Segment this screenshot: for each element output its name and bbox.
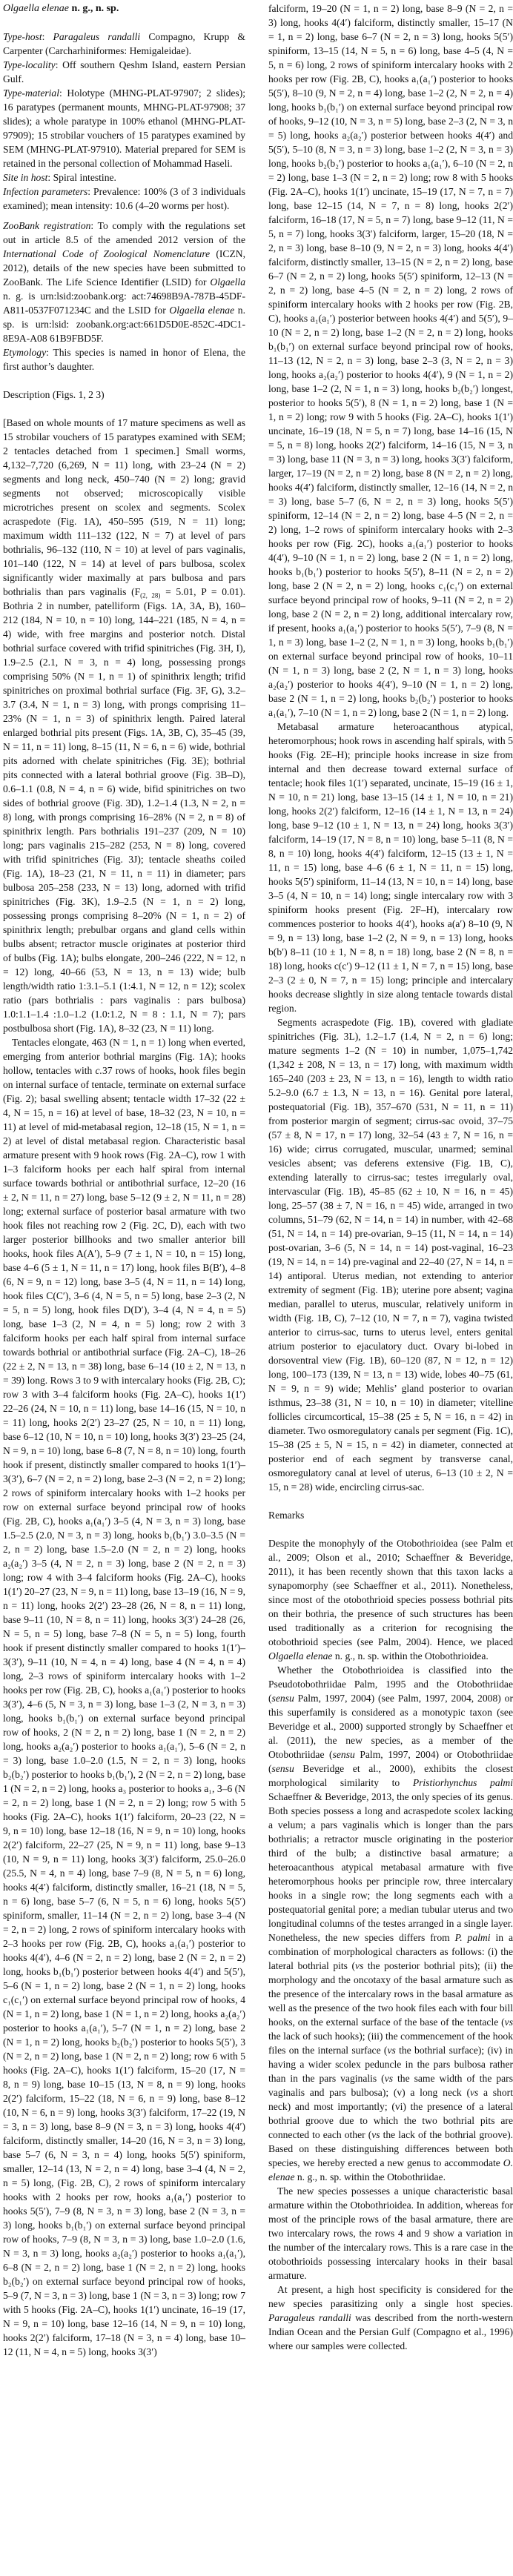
text-run: Remarks xyxy=(268,1510,305,1521)
text-run: a short neck) and most importantly; (vi) the presence of a lateral bothrial groove due to which the two bothrial pits are connected to each other ( xyxy=(268,2087,513,2140)
text-run: 37 rows of hooks, hook files begin on internal surface of tentacle, terminate on external surface (Fig. 2); basal swelling absent; tentacle width 17–32 (22 ± 4, N = 15, n = 16) at level of base, 18–32 (23, N = 10, n = 11) at level of mid-metabasal region, 12–18 (15, N = 1, n = 2) at level of distal metabasal region. Characteristic basal armature present with 9 hook rows (Fig. 2A–C), row 1 with 1–3 falciform hooks per each half spiral from internal surface towards bothrial or antibothrial surface, 12–20 (16 ± 2, N = 11, n = 27) long, base 5–12 (9 ± 2, N = 11, n = 28) long; external surface of posterior basal armature with two hook files not reaching row 2 (Fig. 2C, D), each with two larger posterior billhooks and two smaller anterior bill hooks, hook files A(A′), 5–9 (7 ± 1, N = 10, n = 15) long, base 4–6 (5 ± 1, N = 11, n = 17) long, hook files B(B′), 4–8 (6, N = 9, n = 12) long, base 3–5 (4, N = 11, n = 14) long, hook files C(C′), 3–6 (4, N = 5, n = 5) long, base 2–3 (2, N = 5, n = 5) long, hook files D(D′), 3–4 (4, N = 4, n = 5) long, base 1–3 (2, N = 4, n = 5) long; row 2 with 3 falciform hooks per each half spiral from internal surface towards bothrial or antibothrial surface (Fig. 2A–C), 18–26 (22 ± 2, N = 13, n = 38) long, base 6–14 (10 ± 2, N = 13, n = 39) long. Rows 3 to 9 with intercalary hooks (Fig. 2B, C); row 3 with 3–4 falciform hooks (Fig. 2A–C), hooks 1(1′) 22–26 (24, N = 10, n = 11) long, base 14–16 (15, N = 10, n = 11) long, hooks 2(2′) 23–27 (25, N = 10, n = 11) long, base 6–12 (10, N = 10, n = 10) long, hooks 3(3′) 23–25 (24, N = 9, n = 10) long, base 6–8 (7, N = 8, n = 10) long, fourth hook if present, distinctly smaller compared to hooks 1(1′)–3(3′), 6–7 (N = 2, n = 2) long, base 2–3 (N = 2, n = 2) long; 2 rows of spiniform intercalary hooks with 1–2 hooks per row on external surface beyond principal row of hooks (Fig. 2B, C), hooks a₁(a₁′) 3–5 (4, N = 3, n = 3) long, base 1.5–2.5 (2.0, N = 3, n = 3) long, hooks b₁(b₁′) 3.0–3.5 (N = 2, n = 2) long, base 1.5–2.0 (N = 2, n = 2) long, hooks a₂(a₂′) 3–5 (4, N = 2, n = 3) long, base 2 (N = 2, n = 3) long; row 4 with 3–4 falciform hooks (Fig. 2A–C), hooks 1(1′) 20–27 (23, N = 9, n = 11) long, base 13–19 (16, N = 9, n = 11) long, hooks 2(2′) 23–28 (26, N = 8, n = 11) long, base 9–11 (10, N = 8, n = 11) long, hooks 3(3′) 24–28 (26, N = 5, n = 5) long, base 7–8 (N = 5, n = 5) long, fourth hook if present distinctly smaller compared to hooks 1(1′)–3(3′), 9–11 (10, N = 4, n = 4) long, base 4 (N = 4, n = 4) long, 2–3 rows of spiniform intercalary hooks with 1–2 hooks per row (Fig. 2B, C), hooks a₁(a₁′) posterior to hooks 3(3′), 4–6 (5, N = 3, n = 3) long, base 1–3 (2, N = 3, n = 3) long, hooks b₁(b₁′) on external surface beyond principal row of hooks, 2 (N = 2, n = 2) long, base 1 (N = 2, n = 2) long, hooks a₂(a₂′) posterior to hooks a₁(a₁′), 5–6 (N = 2, n = 3) long, base 1.0–2.0 (1.5, N = 2, n = 3) long, hooks b₂(b₂′) posterior to hooks b₁(b₁′), 2 (N = 2, n = 2) long, base 1 (N = 2, n = 2) long, hooks a₃ posterior to hooks a₁, 3–6 (N = 2, n = 2) long, base 1 (N = 2, n = 2) long; row 5 with 5 hooks (Fig. 2A–C), hooks 1(1′) falciform, 20–23 (22, N = 9, n = 10) long, base 12–18 (16, N = 9, n = 10) long, hooks 2(2′) falciform, 22–27 (25, N = 9, n = 11) long, base 9–13 (10, N = 9, n = 11) long, hooks 3(3′) falciform, 25.0–26.0 (25.5, N = 4, n = 4) long, base 7–9 (8, N = 5, n = 6) long, hooks 4(4′) falciform, distinctly smaller, 16–21 (18, N = 5, n = 6) long, base 5–7 (6, N = 5, n = 6) long, hooks 5(5′) spiniform, smaller, 11–14 (N = 2, n = 2) long, base 3–4 (N = 2, n = 2) long, 2 rows of spiniform intercalary hooks with 2–3 hooks per row (Fig. 2B, C), hooks a₁(a₁′) posterior to hooks 4(4′), 4–6 (N = 2, n = 2) long, base 2 (N = 2, n = 2) long, hooks b₁(b₁′) posterior between hooks 4(4′) and 5(5′), 5–6 (N = 1, n = 2) long, base 2 (N = 1, n = 2) long, hooks c₁(c₁′) on external surface beyond principal row of hooks, 4 (N = 1, n = 2) long, base 1 (N = 1, n = 2) long, hooks a₂(a₂′) posterior to hooks a₁(a₁′), 5–7 (N = 1, n = 2) long, base 2 (N = 1, n = 2) long, hooks b₂(b₂′) posterior to hooks 5(5′), 3 (N = 2, n = 2) long, base 1 (N = 2, n = 2) long; row 6 with 5 hooks (Fig. 2A–C), hooks 1(1′) falciform, 15–20 (17, N = 8, n = 9) long, base 10–15 (13, N = 8, n = 9) long, hooks 2(2′) falciform, 15–22 (18, N = 6, n = 9) long, base 8–12 (10, N = 6, n = 9) long, hooks 3(3′) falciform, 17–22 (19, N = 3, n = 3) long, base 8–9 (N = 3, n = 3) long, hooks 4(4′) falciform, distinctly smaller, 14–20 (16, N = 3, n = 3) long, base 5–7 (6, N = 3, n = 4) long, hooks 5(5′) spiniform, smaller, 12–14 (13, N = 2, n = 4) long, base 3–4 (4, N = 2, n = 5) long, (Fig. 2B, C), 2 rows of spiniform intercalary hooks with 2 hooks per row, hooks a₁(a₁′) posterior to hooks 5(5′), 7–9 (8, N = 3, n = 3) long, base 2 (N = 3, n = 3) long, hooks b₁(b₁′) on external surface beyond principal row of hooks, 7–9 (8, N = 3, n = 3) long, base 1.0–2.0 (1.6, N = 3, n = 3) long, hooks a₂(a₂′) posterior to hooks a₁(a₁′), 6–8 (N = 2, n = 2) long, base 1 (N = 2, n = 2) long, hooks b₂(b₂′) on external surface beyond principal row of hooks, 5–9 (7, N = 3, n = 3) long, base 1 (N = 3, n = 3) long; row 7 with 5 hooks (Fig. 2A–C), hooks 1(1′) uncinate, 16–19 (17, N = 9, n = 10) long, base 12–16 (14, N = 9, n = 10) long, hooks 2(2′) falciform, 17–18 (N = 3, n = 4) long, base 10–12 (11, N = 4, n = 5) long, hooks 3(3′) xyxy=(3,1065,245,2357)
text-run: the same width of the pars vaginalis and pars bulbosa); (v) a long neck ( xyxy=(268,2073,513,2098)
text-run: in a combination of morphological characters as follows: (i) the lateral bothrial pits ( xyxy=(268,1932,513,1971)
text-run: c. xyxy=(95,1065,102,1076)
text-run: Palm, 1997, 2004) or Otobothriidae ( xyxy=(268,1749,513,1774)
text-run: vs xyxy=(387,2045,396,2056)
metadata-field xyxy=(3,170,245,185)
species-title xyxy=(3,1,245,16)
text-run: sensu xyxy=(271,1693,294,1704)
body-paragraph xyxy=(3,416,245,1035)
text-run: n. g., n. sp. xyxy=(71,3,119,14)
text-run: Segments acraspedote (Fig. 1B), covered with gladiate spinitriches (Fig. 3L), 1.2–1.7 (1.4, N = 2, n = 6) long; mature segments 1–2 (N = 10) in number, 1,075–1,742 (1,342 ± 208, N = 13, n = 17) long, with maximum width 165–240 (203 ± 23, N = 13, n = 16), length to width ratio 5.2–9.0 (6.7 ± 1.3, N = 13, n = 16). Genital pore lateral, postequatorial (Fig. 1B), 357–670 (531, N = 11, n = 11) from posterior margin of segment; cirrus-sac ovoid, 37–75 (57 ± 8, N = 17, n = 17) long, 32–54 (43 ± 7, N = 16, n = 16) wide; cirrus corrugated, muscular, unarmed; seminal vesicles absent; vas deferens extensive (Fig. 1B, C), extending laterally to cirrus-sac; testes irregularly oval, intervascular (Fig. 1B), 45–85 (62 ± 10, N = 16, n = 45) long, 25–57 (38 ± 7, N = 16, n = 45) wide, arranged in two columns, 51–79 (62, N = 14, n = 14) in number, with 42–68 (51, N = 14, n = 14) pre-ovarian, 9–15 (11, N = 14, n = 14) post-ovarian, 3–6 (5, N = 14, n = 14) post-vaginal, 16–23 (19, N = 14, n = 14) pre-vaginal and 22–40 (27, N = 14, n = 14) antiporal. Uterus median, not extending to anterior extremity of segment (Fig. 1B); uterine pore absent; vagina median, parallel to uterus, muscular, relatively uniform in width (Fig. 1B, C), 7–12 (10, N = 7, n = 7), vagina twisted anterior to cirrus-sac, turns to uterus level, enters genital atrium posterior to ejaculatory duct. Ovary bi-lobed in dorsoventral view (Fig. 1B), 60–120 (87, N = 12, n = 12) long, 100–173 (139, N = 13, n = 13) wide, lobes 40–75 (61, N = 9, n = 9) wide; Mehlis’ gland posterior to ovarian isthmus, 23–38 (31, N = 10, n = 10) in diameter; vitelline follicles circumcortical, 15–38 (25 ± 5, N = 16, n = 42) in diameter. Two osmoregulatory canals per segment (Fig. 1C), 15–38 (25 ± 5, N = 15, n = 42) in diameter, connected at posterior end of each segment by transverse canal, osmoregulatory canal at level of uterus, 6–13 (10 ± 2, N = 15, n = 28) wide, encircling cirrus-sac. xyxy=(268,1017,513,1493)
text-run: Etymology xyxy=(3,347,47,358)
text-run: : Off southern Qeshm Island, eastern Persian Gulf. xyxy=(3,59,245,84)
text-run: [Based on whole mounts of 17 mature specimens as well as 15 strobilar vouchers of 15 paratypes examined with SEM; 2 tentacles detached from 1 specimen.] Small worms, 4,132–7,720 (6,269, N = 11) long, with 23–24 (N = 2) segments and long neck, 450–740 (N = 2) long; gravid segments not observed; microscopically visible microtriches present on scolex and segments. Scolex acraspedote (Fig. 1A), 450–595 (519, N = 11) long; maximum width 111–132 (122, N = 7) at level of pars bothrialis, 96–132 (110, N = 10) at level of pars vaginalis, 101–140 (122, N = 14) at level of pars bulbosa, scolex significantly wider maximally at pars bulbosa and pars bothrialis than pars vaginalis (F xyxy=(3,417,245,597)
text-run: At present, a high host specificity is considered for the new species parasitizing only a single host species. xyxy=(268,2284,513,2309)
text-run: Metabasal armature heteroacanthous atypical, heteromorphous; hook rows in ascending half spirals, with 5 hooks (Fig. 2E–H); principle hooks increase in size from internal and then decrease toward external surface of tentacle; hook files 1(1′) separated, uncinate, 15–19 (16 ± 1, N = 10, n = 21) long, base 13–15 (14 ± 1, N = 10, n = 21) long, hooks 2(2′) falciform, 12–16 (14 ± 1, N = 13, n = 24) long, base 9–12 (10 ± 1, N = 13, n = 24) long, hooks 3(3′) falciform, 14–19 (17, N = 8, n = 10) long, base 5–11 (8, N = 8, n = 10) long, hooks 4(4′) falciform, 12–15 (13 ± 1, N = 11, n = 15) long, base 4–6 (6 ± 1, N = 11, n = 15) long, hooks 5(5′) spiniform, 11–14 (13, N = 10, n = 14) long, base 3–5 (4, N = 10, n = 14) long; single intercalary row with 3 spiniform hooks present (Fig. 2F–H), intercalary row commences posterior to hooks 4(4′), hooks a(a′) 8–10 (9, N = 9, n = 13) long, base 1–2 (2, N = 9, n = 13) long, hooks b(b′) 8–11 (10 ± 1, N = 8, n = 18) long, base 2 (N = 8, n = 18) long, hooks c(c′) 9–12 (11 ± 1, N = 7, n = 15) long, base 2–3 (2 ± 0, N = 7, n = 15) long; principle and intercalary hooks decrease slightly in size along tentacle towards distal region. xyxy=(268,721,513,1014)
text-run: sensu xyxy=(332,1749,355,1760)
body-paragraph xyxy=(268,2283,513,2353)
section-heading xyxy=(3,388,245,402)
body-paragraph xyxy=(268,1015,513,1494)
text-run: Beveridge et al., 2000), exhibits the closest morphological similarity to xyxy=(268,1763,513,1788)
text-run: The new species possesses a unique characteristic basal armature within the Otobothrioidea. In addition, whereas for most of the principle rows of the basal armature, there are two intercalary rows, the rows 4 and 9 show a variation in the number of the intercalary rows. This is a rare case in the otobothrioids possessing intercalary hooks in their basal armature. xyxy=(268,2185,513,2281)
text-run: Whether the Otobothrioidea is classified into the Pseudotobothriidae Palm, 1995 and the Otobothriidae ( xyxy=(268,1664,513,1704)
text-run: Olgaella elenae xyxy=(268,1650,333,1662)
body-paragraph xyxy=(268,1663,513,2184)
text-run: Tentacles elongate, 463 (N = 1, n = 1) long when everted, emerging from anterior bothrial margins (Fig. 1A); hooks hollow, tentacles with xyxy=(3,1037,245,1076)
text-run: Type-locality xyxy=(3,59,56,70)
text-run: n. g., n. sp. within the Otobothrioidea. xyxy=(332,1650,489,1662)
metadata-field xyxy=(3,219,245,345)
text-run: Despite the monophyly of the Otobothrioidea (see Palm et al., 2009; Olson et al., 2010; Schaeffner & Beveridge, 2011), it has been recently shown that this taxon lacks a synapomorphy (see Schaeffner et al., 2011). Nonetheless, since most of the otobothrioid species possess bothrial pits on their bothria, the presence of such structures has been used traditionally as a criterion for recognising the otobothrioid species (see Palm, 2004). Hence, we placed xyxy=(268,1538,513,1647)
text-run: P. palmi xyxy=(454,1932,491,1943)
text-run: O. elenae xyxy=(268,2157,513,2182)
text-run: : To comply with the regulations set out in article 8.5 of the amended 2012 version of the xyxy=(3,220,245,245)
text-run: Description (Figs. 1, 2 3) xyxy=(3,389,105,400)
text-run: was described from the north-western Indian Ocean and the Persian Gulf (Compagno et al., 1996) where our samples were collected. xyxy=(268,2312,513,2351)
metadata-field xyxy=(3,345,245,374)
text-run: Paragaleus randalli xyxy=(268,2312,351,2323)
right-column xyxy=(268,1,513,2353)
text-run: : Spiral intestine. xyxy=(47,172,116,183)
body-paragraph xyxy=(3,1035,245,2359)
text-run: Pristiorhynchus palmi xyxy=(412,1777,513,1788)
text-run: = 5.01, P = 0.01). Bothria 2 in number, patelliform (Figs. 1A, 3A, B), 160–212 (184, N = 10, n = 10) long, 144–221 (185, N = 4, n = 4) wide, with free margins and posterior notch. Distal bothrial surface covered with trifid spinitriches (Fig. 3H, I), 1.9–2.5 (2.1, N = 3, n = 4) long, possessing prongs comprising 50% (N = 1, n = 1) of spinithrix length; trifid spinitriches on proximal bothrial surface (Fig. 3F, G), 3.2–3.7 (3.4, N = 1, n = 3) long, with prongs comprising 11–23% (N = 1, n = 3) of spinithrix length. Paired lateral enlarged bothrial pits present (Figs. 1A, 3B, C), 35–45 (39, N = 11, n = 11) long, 8–15 (11, N = 6, n = 6) wide, bothrial pits adorned with chelate spinitriches (Fig. 3E); bothrial pits connected with a lateral bothrial groove (Fig. 3B–D), 0.6–1.1 (0.8, N = 4, n = 6) wide, bifid spinitriches on two sides of bothrial groove (Fig. 3D), 1.2–1.4 (1.3, N = 2, n = 8) long, with prongs comprising 16–28% (N = 2, n = 8) of spinithrix length. Pars bothrialis 191–237 (209, N = 10) long; pars vaginalis 215–282 (253, N = 8) long, covered with trifid spinitriches (Fig. 3J); tentacle sheaths coiled (Fig. 1A), 18–23 (21, N = 11, n = 11) in diameter; pars bulbosa 205–258 (233, N = 13) long, adorned with trifid spinitriches (Fig. 3K), 1.9–2.5 (N = 1, n = 2) long, possessing prongs comprising 8–20% (N = 1, n = 2) of spinithrix length; prebulbar organs and gland cells within bulbs absent; retractor muscle originates at posterior third of bulbs (Fig. 1A); bulbs elongate, 200–246 (222, N = 12, n = 12) long, 40–66 (53, N = 13, n = 13) wide; bulb length/width ratio 1:3.1–5.1 (1:4.1, N = 12, n = 12); scolex ratio (pars bothrialis : pars vaginalis : pars bulbosa) 1.0:1.1–1.4 :1.0–1.2 (1.0:1.2, N = 8 : 1.1, N = 7); pars postbulbosa short (Fig. 1A), 8–32 (23, N = 11) long. xyxy=(3,586,245,1034)
text-run: Type-material xyxy=(3,87,60,99)
text-run: vs xyxy=(504,2016,513,2028)
text-run: n. g., n. sp. within the Otobothriidae. xyxy=(294,2171,446,2182)
text-run: n. sp. is urn:lsid: zoobank.org:act:661D5D0E-852C-4DC1-8E9A-A08 61B9FBD5F. xyxy=(3,305,245,344)
text-run: Palm, 1997, 2004) (see Palm, 1997, 2004, 2008) or this superfamily is considered as a monotypic taxon (see Beveridge et al., 2000) supported strongly by Schaeffner et al. (2011), the new species, as a member of the Otobothriidae ( xyxy=(268,1693,513,1760)
metadata-field xyxy=(3,58,245,86)
text-run: the bothrial surface); (iv) in having a wider scolex peduncle in the pars bulbosa rather than in the pars vaginalis ( xyxy=(268,2045,513,2084)
text-run: (2, 28) xyxy=(140,591,161,600)
text-run: falciform, 19–20 (N = 1, n = 2) long, base 8–9 (N = 2, n = 3) long, hooks 4(4′) falciform, distinctly smaller, 15–17 (N = 1, n = 2) long, base 6–7 (N = 2, n = 3) long, hooks 5(5′) spiniform, 13–15 (14, N = 5, n = 6) long, base 4–5 (4, N = 5, n = 6) long, 2 rows of spiniform intercalary hooks with 2 hooks per row (Fig. 2B, C), hooks a₁(a₁′) posterior to hooks 5(5′), 8–10 (9, N = 2, n = 4) long, base 1–2 (2, N = 2, n = 4) long, hooks b₁(b₁′) on external surface beyond principal row of hooks, 9–12 (10, N = 3, n = 5) long, base 2–3 (2, N = 3, n = 5) long, hooks a₂(a₂′) posterior between hooks 4(4′) and 5(5′), 5–10 (8, N = 3, n = 3) long, base 1–2 (2, N = 3, n = 3) long, hooks b₂(b₂′) posterior to hooks a₁(a₁′), 6–10 (N = 2, n = 2) long, base 1–3 (N = 2, n = 2) long; row 8 with 5 hooks (Fig. 2A–C), hooks 1(1′) uncinate, 15–19 (17, N = 7, n = 7) long, base 12–15 (14, N = 7, n = 8) long, hooks 2(2′) falciform, 16–18 (17, N = 5, n = 7) long, base 9–12 (11, N = 5, n = 7) long, hooks 3(3′) falciform, larger, 15–20 (18, N = 2, n = 3) long, base 8–10 (9, N = 2, n = 3) long, hooks 4(4′) falciform, distinctly smaller, 13–15 (N = 2, n = 2) long, base 6–7 (N = 2, n = 2) long, hooks 5(5′) spiniform, 12–13 (N = 2, n = 2) long, base 4–5 (N = 2, n = 2) long, 2 rows of spiniform intercalary hooks with 2 hooks per row (Fig. 2B, C), hooks a₁(a₁′) posterior between hooks 4(4′) and 5(5′), 9–10 (N = 2, n = 2) long, base 1–2 (N = 2, n = 2) long, hooks b₁(b₁′) on external surface beyond principal row of hooks, 11–13 (12, N = 2, n = 3) long, base 2–3 (3, N = 2, n = 3) long, hooks a₂(a₂′) posterior to hooks 4(4′), 9 (N = 1, n = 2) long, base 1–2 (2, N = 1, n = 3) long, hooks b₂(b₂′) longest, posterior to hooks 5(5′), 8 (N = 1, n = 2) long, base 1 (N = 1, n = 2) long; row 9 with 5 hooks (Fig. 2A–C), hooks 1(1′) uncinate, 16–19 (18, N = 5, n = 7) long, base 14–16 (15, N = 5, n = 8) long, hooks 2(2′) falciform, 14–16 (15, N = 3, n = 3) long, base 11 (N = 3, n = 3) long, hooks 3(3′) falciform, larger, 17–19 (N = 2, n = 2) long, base 8 (N = 2, n = 2) long, hooks 4(4′) falciform, distinctly smaller, 12–16 (14, N = 2, n = 3) long, base 5–7 (6, N = 2, n = 3) long, hooks 5(5′) spiniform, 12–14 (N = 2, n = 2) long, base 4–5 (N = 2, n = 2) long, 1–2 rows of spiniform intercalary hooks with 2–3 hooks per row (Fig. 2C), hooks a₁(a₁′) posterior to hooks 4(4′), 9–10 (N = 1, n = 2) long, base 2 (N = 1, n = 2) long, hooks b₁(b₁′) posterior to hooks 5(5′), 8–11 (N = 2, n = 2) long, base 2 (N = 2, n = 2) long, hooks c₁(c₁′) on external surface beyond principal row of hooks, 9–11 (N = 2, n = 2) long, base 2 (N = 2, n = 2) long, additional intercalary row, if present, hooks a₁(a₁′) posterior to hooks 5(5′), 7–9 (8, N = 1, n = 3) long, base 1–2 (2, N = 1, n = 3) long, hooks b₁(b₁′) on external surface beyond principal row of hooks, 10–11 (N = 1, n = 3) long, base 2 (2, N = 1, n = 3) long, hooks a₂(a₂′) posterior to hooks 4(4′), 9–10 (N = 1, n = 2) long, base 2 (N = 1, n = 2) long, hooks b₂(b₂′) posterior to hooks a₁(a₁′), 7–10 (N = 1, n = 2) long, base 2 (N = 1, n = 2) long. xyxy=(268,3,513,718)
metadata-field xyxy=(3,185,245,213)
text-run: ZooBank registration xyxy=(3,220,91,231)
section-heading xyxy=(268,1508,513,1522)
text-run: vs xyxy=(469,2087,479,2098)
text-run: Schaeffner & Beveridge, 2013, the only species of its genus. Both species possess a long and acraspedote scolex lacking a velum; a pars vaginalis which is longer than the pars bothrialis; a retractor muscle originating in the posterior third of the bulb; a distinctive basal armature; a heteroacanthous atypical metabasal armature with five heteromorphous hooks per principle row, three intercalary hooks in a single row; the long segments each with a postequatorial genital pore; a median tubular uterus and two longitudinal columns of the testes arranged in a single layer. Nonetheless, the new species differs from xyxy=(268,1791,513,1943)
body-paragraph xyxy=(268,1536,513,1663)
text-run: the lack of the bothrial groove). Based on these distinguishing differences between both species, we hereby erected a new genus to accommodate xyxy=(268,2129,513,2168)
text-run: vs xyxy=(384,2073,394,2084)
text-run: the lack of such hooks); (iii) the commencement of the hook files on the internal surface ( xyxy=(268,2031,513,2056)
text-run: vs xyxy=(355,1960,364,1971)
metadata-field xyxy=(3,30,245,58)
text-run: International Code of Zoological Nomenclature xyxy=(3,248,211,259)
text-run: vs xyxy=(371,2129,380,2140)
text-run: : Holotype (MHNG-PLAT-97907; 2 slides); 16 paratypes (permanent mounts, MHNG-PLAT-97908; 37 slides); a whole paratype in 100% ethanol (MHNG-PLAT-97909); 15 strobilar vouchers of 15 paratypes examined by SEM (MHNG-PLAT-97910). Material prepared for SEM is retained in the personal collection of Mohammad Haseli. xyxy=(3,87,245,169)
body-paragraph xyxy=(268,2184,513,2283)
text-run: Infection parameters xyxy=(3,186,88,197)
metadata-field xyxy=(3,86,245,170)
body-paragraph xyxy=(268,720,513,1015)
text-run: : xyxy=(42,31,53,42)
text-run: (ICZN, 2012), details of the new species have been submitted to ZooBank. The Life Science Identifier (LSID) for xyxy=(3,248,245,288)
left-column xyxy=(3,1,245,2359)
text-run: Compagno, Krupp & Carpenter (Carcharhiniformes: Hemigaleidae). xyxy=(3,31,245,56)
text-run: Site in host xyxy=(3,172,48,183)
text-run: sensu xyxy=(271,1763,294,1774)
body-paragraph xyxy=(268,1,513,720)
text-run: Olgaella elenae xyxy=(3,3,70,14)
text-run: n. g. is urn:lsid:zoobank.org: act:74698B9A-787B-45DF-A811-0537F071234C and the LSID for xyxy=(3,291,245,316)
text-run: Olgaella xyxy=(210,276,245,288)
text-run: : This species is named in honor of Elena, the first author’s daughter. xyxy=(3,347,245,372)
text-run: : Prevalence: 100% (3 of 3 individuals examined); mean intensity: 10.6 (4–20 worms per host). xyxy=(3,186,245,211)
text-run: Paragaleus randalli xyxy=(53,31,141,42)
text-run: the posterior bothrial pits); (ii) the morphology and the oncotaxy of the basal armature such as the presence of the intercalary rows in the basal armature as well as the presence of the two hook files each with four bill hooks, on the external surface of the base of the tentacle ( xyxy=(268,1960,513,2028)
text-run: Type-host xyxy=(3,31,42,42)
text-run: Olgaella elenae xyxy=(169,305,235,316)
